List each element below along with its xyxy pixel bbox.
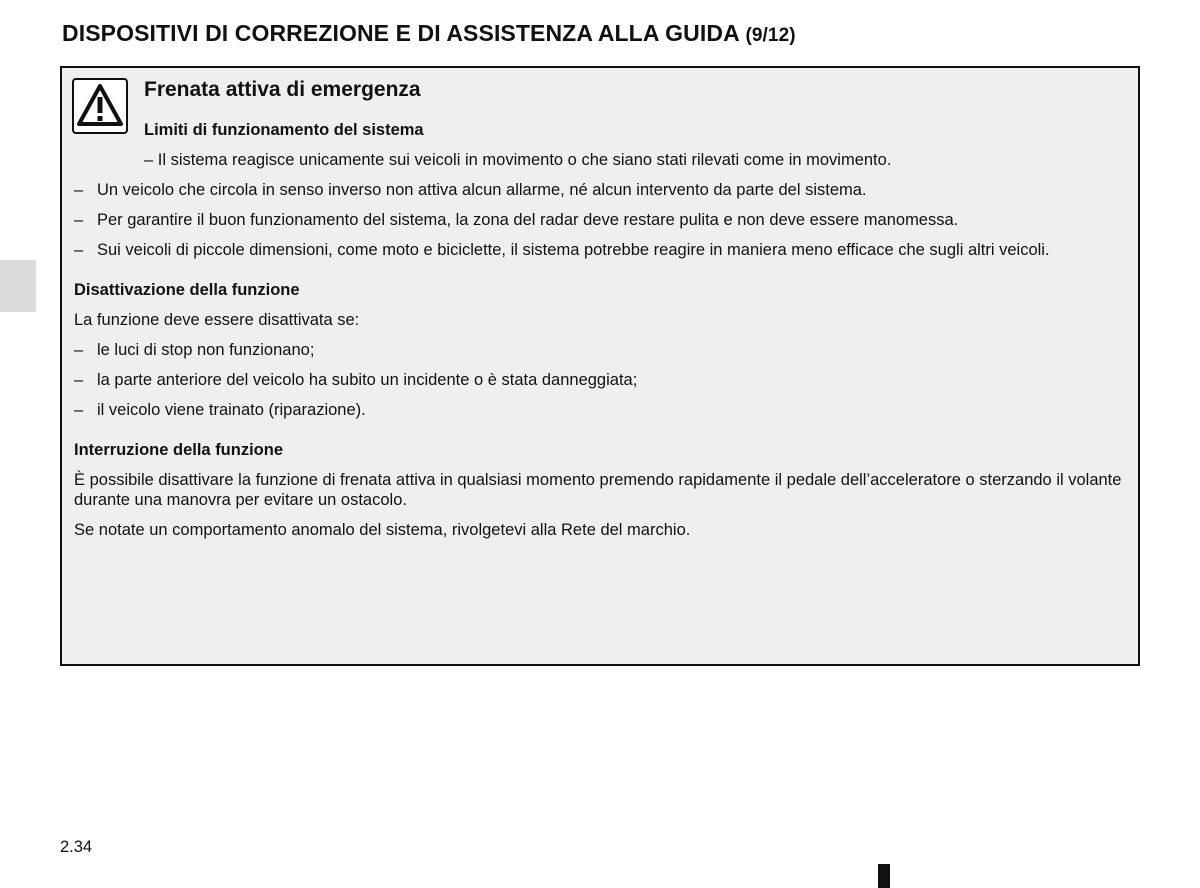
page-number: 2.34 [60, 838, 93, 856]
list-item: – il veicolo viene trainato (riparazione). [74, 401, 366, 419]
interruption-paragraph: Se notate un comportamento anomalo del sistema, rivolgetevi alla Rete del marchio. [74, 521, 691, 539]
warning-triangle-icon-graphic [74, 80, 126, 132]
list-item: – Un veicolo che circola in senso inverso non attiva alcun allarme, né alcun intervento da parte del sistema. [74, 181, 867, 199]
warning-box-title: Frenata attiva di emergenza [144, 78, 421, 101]
warning-box [60, 66, 1140, 666]
chapter-side-tab [0, 260, 36, 312]
list-item: – Per garantire il buon funzionamento del sistema, la zona del radar deve restare pulita e non deve essere manomessa. [74, 211, 959, 229]
section-heading-limits: Limiti di funzionamento del sistema [144, 121, 424, 139]
page-part-indicator: (9/12) [745, 25, 796, 46]
page-title-text: DISPOSITIVI DI CORREZIONE E DI ASSISTENZA ALLA GUIDA [62, 20, 739, 46]
print-crop-mark [878, 864, 890, 888]
limits-intro: – Il sistema reagisce unicamente sui veicoli in movimento o che siano stati rilevati come in movimento. [144, 151, 892, 169]
list-item: – le luci di stop non funzionano; [74, 341, 315, 359]
page-title [62, 20, 1162, 47]
section-heading-interruption: Interruzione della funzione [74, 441, 284, 459]
section-heading-deactivation: Disattivazione della funzione [74, 281, 300, 299]
list-item: – la parte anteriore del veicolo ha subito un incidente o è stata danneggiata; [74, 371, 638, 389]
list-item: – Sui veicoli di piccole dimensioni, come moto e biciclette, il sistema potrebbe reagire in maniera meno efficace che sugli altri veicoli. [74, 241, 1050, 259]
warning-box-content [74, 150, 1130, 550]
deactivation-intro: La funzione deve essere disattivata se: [74, 311, 360, 329]
interruption-paragraph: È possibile disattivare la funzione di frenata attiva in qualsiasi momento premendo rapidamente il pedale dell’acceleratore o sterzando il volante durante una manovra per evitare un ostacolo. [74, 471, 1122, 509]
warning-triangle-icon [72, 78, 128, 134]
